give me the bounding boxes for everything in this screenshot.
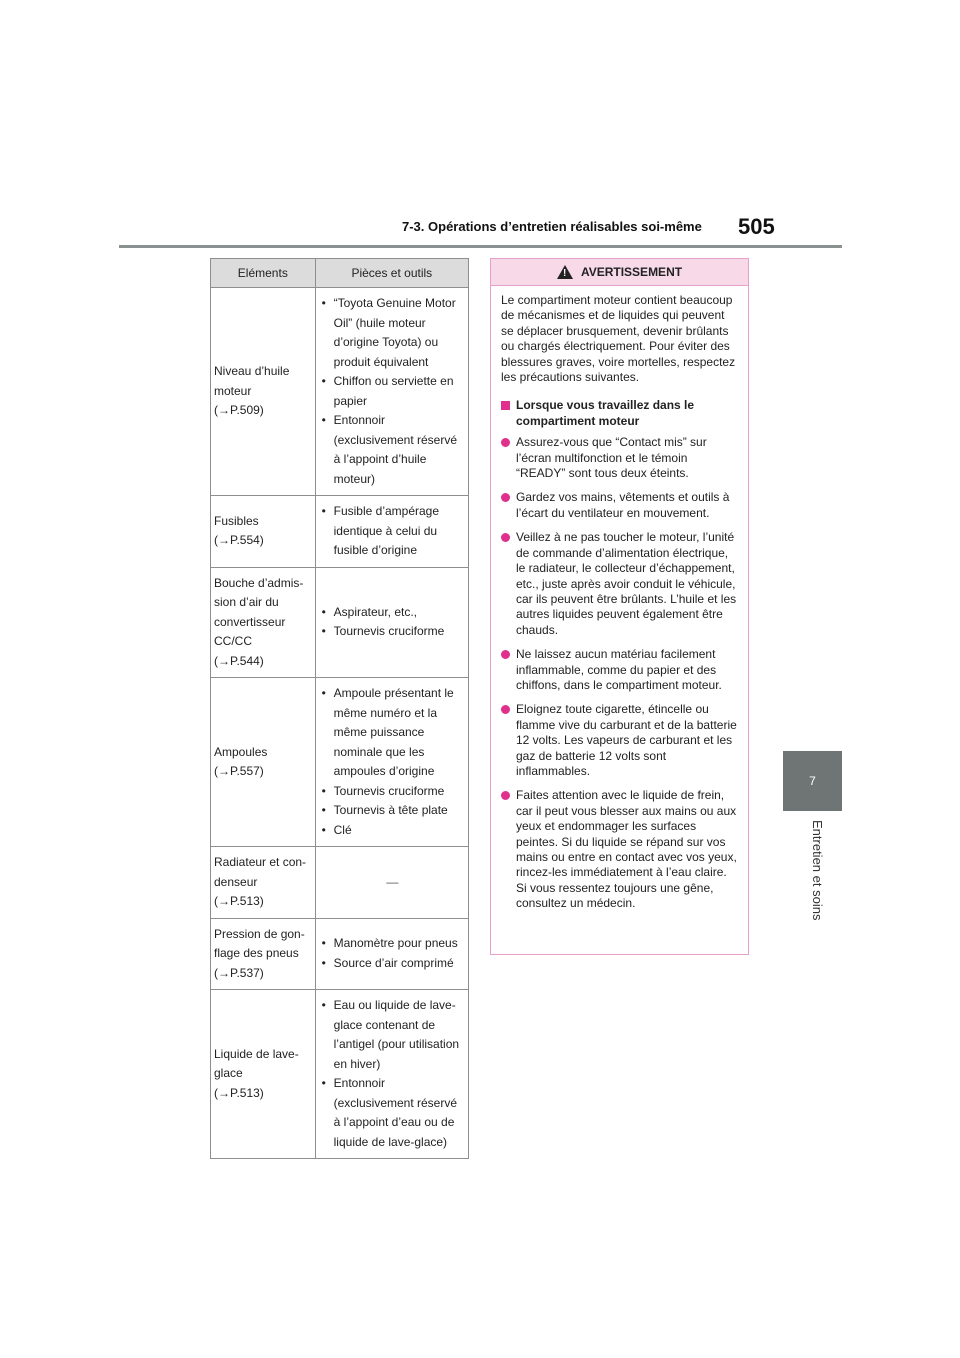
tool-item: • Entonnoir (exclusivement réservé à l’appoint d’eau ou de liquide de lave-glace) <box>320 1074 465 1152</box>
item-line: Niveau d’huile <box>214 364 290 379</box>
warning-subheading-text: Lorsque vous travaillez dans le compartiment moteur <box>516 398 695 428</box>
table-row <box>211 918 469 990</box>
tools-list <box>320 684 465 840</box>
table-row <box>211 288 469 496</box>
warning-box <box>490 258 749 955</box>
item-line: denseur <box>214 874 258 889</box>
item-cell <box>211 847 316 919</box>
item-cell <box>211 496 316 568</box>
tools-cell <box>315 567 468 678</box>
chapter-tab[interactable]: 7 <box>783 751 842 811</box>
table-body <box>211 288 469 1159</box>
empty-dash: — <box>386 874 399 889</box>
round-bullet-icon <box>501 650 510 659</box>
warning-list <box>501 435 738 911</box>
item-line: sion d’air du <box>214 595 279 609</box>
item-line: CC/CC <box>214 634 252 648</box>
tools-cell <box>315 496 468 568</box>
item-cell <box>211 567 316 678</box>
tool-item: • Ampoule présentant le même numéro et la même puissance nominale que les ampoules d’origine <box>320 684 465 782</box>
item-line: convertisseur <box>214 614 286 629</box>
round-bullet-icon <box>501 438 510 447</box>
warning-body <box>491 286 748 912</box>
warning-item-text: Veillez à ne pas toucher le moteur, l’unité de commande d’alimentation électrique, le radiateur, le collecteur d’échappement, etc., juste après avoir conduit le véhicule, car ils peuvent être brûlants. L’huile et les autres liquides peuvent également être chauds. <box>516 530 737 637</box>
page-number: 505 <box>738 214 775 239</box>
item-line: flage des pneus <box>214 946 299 960</box>
header-rule <box>119 245 842 248</box>
square-bullet-icon <box>501 401 510 410</box>
tool-item: • Tournevis cruciforme <box>320 782 465 802</box>
warning-item <box>501 788 738 911</box>
item-line: (→P.554) <box>214 533 264 548</box>
table-row <box>211 567 469 678</box>
item-line: (→P.513) <box>214 1085 264 1100</box>
tool-item: • Fusible d’ampérage identique à celui du fusible d’origine <box>320 502 465 561</box>
table-row <box>211 496 469 568</box>
tools-cell <box>315 847 468 919</box>
tools-list <box>320 996 465 1152</box>
warning-item <box>501 530 738 638</box>
item-line: Liquide de lave- <box>214 1046 299 1061</box>
warning-item-text: Assurez-vous que “Contact mis” sur l’écran multifonction et le témoin “READY” sont tous deux éteints. <box>516 435 707 481</box>
item-line: Bouche d’admis- <box>214 575 304 590</box>
tools-list <box>320 603 465 642</box>
warning-item-text: Faites attention avec le liquide de frein, car il peut vous blesser aux mains ou aux yeux et endommager les surfaces peintes. Si du liquide se répand sur vos mains ou entre en contact avec vos yeux, rincez-les immédiatement à l’eau claire. Si vous ressentez toujours une gêne, consultez un médecin. <box>516 788 737 911</box>
item-line: Pression de gon- <box>214 926 305 941</box>
tools-cell <box>315 918 468 990</box>
tool-item: • Entonnoir (exclusivement réservé à l’appoint d’huile moteur) <box>320 411 465 489</box>
warning-item <box>501 647 738 693</box>
warning-item <box>501 702 738 779</box>
item-line: (→P.544) <box>214 653 264 668</box>
round-bullet-icon <box>501 791 510 800</box>
tool-item: • “Toyota Genuine Motor Oil” (huile moteur d’origine Toyota) ou produit équivalent <box>320 294 465 372</box>
tool-item: • Clé <box>320 821 465 841</box>
table-row <box>211 847 469 919</box>
round-bullet-icon <box>501 493 510 502</box>
item-line: Fusibles <box>214 513 259 528</box>
tools-cell <box>315 990 468 1159</box>
item-cell <box>211 990 316 1159</box>
item-cell <box>211 288 316 496</box>
warning-item-text: Ne laissez aucun matériau facilement inflammable, comme du papier et des chiffons, dans le compartiment moteur. <box>516 647 722 692</box>
tools-cell <box>315 678 468 847</box>
col-header-tools: Pièces et outils <box>315 259 468 288</box>
round-bullet-icon <box>501 533 510 542</box>
tool-item: • Aspirateur, etc., <box>320 603 465 623</box>
round-bullet-icon <box>501 705 510 714</box>
tool-item: • Chiffon ou serviette en papier <box>320 372 465 411</box>
section-title: 7-3. Opérations d’entretien réalisables soi-même <box>402 219 702 234</box>
table-row <box>211 990 469 1159</box>
warning-header <box>491 259 748 286</box>
warning-item-text: Gardez vos mains, vêtements et outils à l’écart du ventilateur en mouvement. <box>516 490 730 520</box>
warning-subheading <box>501 398 738 429</box>
table-header-row <box>211 259 469 288</box>
warning-item-text: Eloignez toute cigarette, étincelle ou flamme vive du carburant et de la batterie 12 volts. Les vapeurs de carburant et les gaz de batterie 12 volts sont inflammables. <box>516 702 737 778</box>
tools-list <box>320 294 465 489</box>
warning-item <box>501 490 738 521</box>
tool-item: • Manomètre pour pneus <box>320 934 465 954</box>
tool-item: • Tournevis cruciforme <box>320 622 465 642</box>
item-cell <box>211 918 316 990</box>
tool-item: • Eau ou liquide de lave-glace contenant de l’antigel (pour utilisation en hiver) <box>320 996 465 1074</box>
table-row <box>211 678 469 847</box>
item-cell <box>211 678 316 847</box>
item-line: (→P.509) <box>214 403 264 418</box>
tools-cell <box>315 288 468 496</box>
item-line: Radiateur et con- <box>214 855 307 869</box>
tools-table <box>210 258 469 1159</box>
item-line: (→P.537) <box>214 965 264 980</box>
item-line: moteur <box>214 383 252 398</box>
warning-item <box>501 435 738 481</box>
item-line: Ampoules <box>214 744 268 759</box>
chapter-label: Entretien et soins <box>810 820 825 921</box>
item-line: (→P.557) <box>214 764 264 778</box>
tools-list <box>320 502 465 561</box>
col-header-items: Eléments <box>211 259 316 288</box>
warning-triangle-icon: ! <box>557 265 573 279</box>
tool-item: • Source d’air comprimé <box>320 954 465 974</box>
item-line: glace <box>214 1066 243 1081</box>
tools-list <box>320 934 465 973</box>
tool-item: • Tournevis à tête plate <box>320 801 465 821</box>
item-line: (→P.513) <box>214 894 264 908</box>
warning-intro: Le compartiment moteur contient beaucoup de mécanismes et de liquides qui peuvent se déplacer brusquement, devenir brûlants ou chargés électriquement. Pour éviter des blessures graves, voire mortelles, respectez les précautions suivantes. <box>501 293 736 385</box>
warning-title: AVERTISSEMENT <box>580 265 683 279</box>
